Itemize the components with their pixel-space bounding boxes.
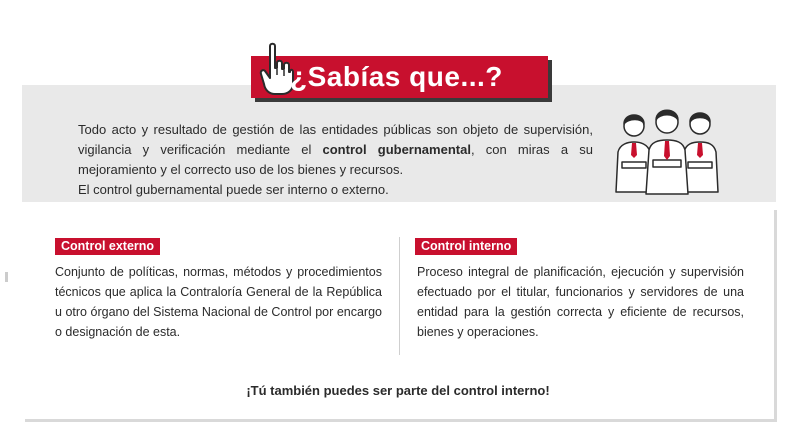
external-control-text: Conjunto de políticas, normas, métodos y procedimientos técnicos que aplica la Contraloría General de la República u otro órgano del Sistema Nacional de Control por encargo o designación de esta.: [55, 265, 382, 339]
internal-control-text: Proceso integral de planificación, ejecución y supervisión efectuado por el titular, funcionarios y servidores de una entidad para la gestión correcta y eficiente de recursos, bienes y operaciones.: [417, 265, 744, 339]
intro-line-2: El control gubernamental puede ser interno o externo.: [78, 182, 389, 197]
pointing-hand-icon: [258, 42, 294, 96]
call-to-action: ¡Tú también puedes ser parte del control interno!: [246, 383, 550, 398]
edge-mark: [5, 272, 8, 282]
page-title: ¿Sabías que...?: [290, 61, 503, 92]
intro-bold-term: control gubernamental: [322, 142, 471, 157]
intro-text-1: Todo acto y resultado de gestión de las entidades públicas son objeto de supervisión, vigilancia y verificación mediante el: [78, 122, 593, 157]
internal-control-label: Control interno: [415, 238, 517, 255]
column-divider: [399, 237, 400, 355]
intro-text-2: , con miras a su mejoramiento y el correcto uso de los bienes y recursos.: [78, 142, 593, 177]
external-control-label: Control externo: [55, 238, 160, 255]
intro-paragraph: [78, 120, 593, 180]
officials-illustration-icon: [612, 100, 722, 196]
